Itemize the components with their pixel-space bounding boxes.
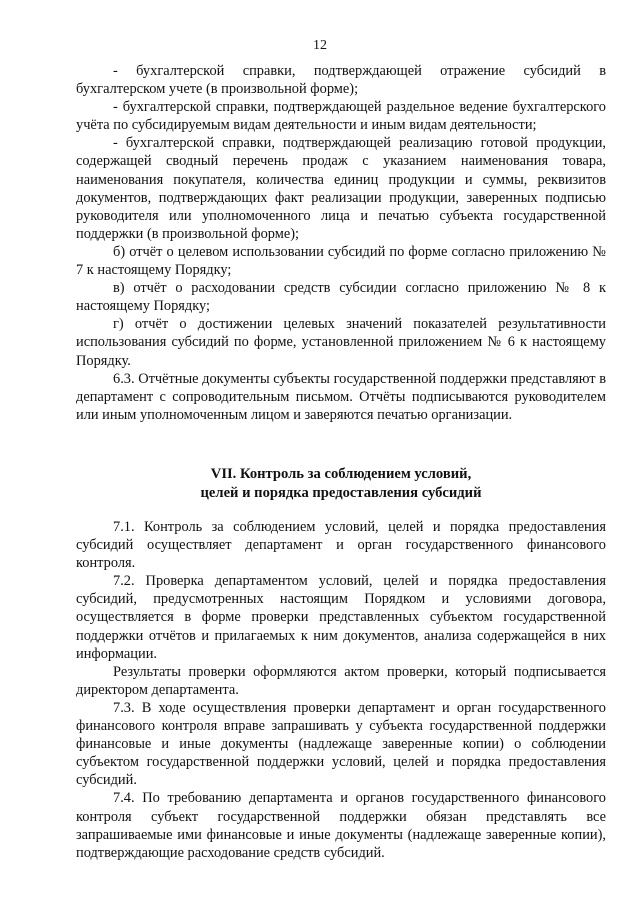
paragraph: 7.4. По требованию департамента и органов государственного финансового контроля субъект государственной поддержки обязан представлять все запрашиваемые ими финансовые и иные документы (надлежаще заверенные копии), подтверждающие расходование средств субсидий. [76,790,606,861]
page-number: 12 [313,38,327,53]
section-heading-line: целей и порядка предоставления субсидий [200,484,482,501]
paragraph: 7.1. Контроль за соблюдением условий, целей и порядка предоставления субсидий осуществляет департамент и орган государственного финансового контроля. [76,519,606,572]
paragraph: б) отчёт о целевом использовании субсидий по форме согласно приложению № 7 к настоящему Порядку; [76,243,606,279]
paragraph: в) отчёт о расходовании средств субсидии согласно приложению № 8 к настоящему Порядку; [76,280,606,315]
section-6-continuation [76,62,606,424]
section-7-body [76,518,606,862]
paragraph: г) отчёт о достижении целевых значений показателей результативности использования субсидий по форме, установленной приложением № 6 к настоящему Порядку. [76,316,606,369]
paragraph: 7.2. Проверка департаментом условий, целей и порядка предоставления субсидий, предусмотренных настоящим Порядком и условиями договора, осуществляется в форме проверки представленных субъектом государственной поддержки отчётов и прилагаемых к ним документов, анализа содержащейся в них информации. [76,573,606,662]
paragraph: 6.3. Отчётные документы субъекты государственной поддержки представляют в департамент с сопроводительным письмом. Отчёты подписываются руководителем или иным уполномоченным лицом и заверяются печатью организации. [76,370,606,423]
section-heading [76,465,606,502]
paragraph: Результаты проверки оформляются актом проверки, который подписывается директором департамента. [76,663,606,698]
section-heading-line: VII. Контроль за соблюдением условий, [210,466,472,482]
paragraph: - бухгалтерской справки, подтверждающей реализацию готовой продукции, содержащей сводный перечень продаж с указанием наименования товара, наименования покупателя, количества единиц продукции и суммы, реквизитов документов, подтверждающих факт реализации продукции, заверенных подписью руководителя или уполномоченного лица и печатью субъекта государственной поддержки (в произвольной форме); [76,135,606,242]
paragraph: 7.3. В ходе осуществления проверки департамент и орган государственного финансового контроля вправе запрашивать у субъекта государственной поддержки финансовые и иные документы (надлежаще заверенные копии) о соблюдении субъектом государственной поддержки условий, целей и порядка предоставления субсидий. [76,699,606,789]
paragraph: - бухгалтерской справки, подтверждающей раздельное ведение бухгалтерского учёта по субсидируемым видам деятельности и иным видам деятельности; [76,99,606,134]
paragraph: - бухгалтерской справки, подтверждающей отражение субсидий в бухгалтерском учете (в произвольной форме); [76,63,606,98]
